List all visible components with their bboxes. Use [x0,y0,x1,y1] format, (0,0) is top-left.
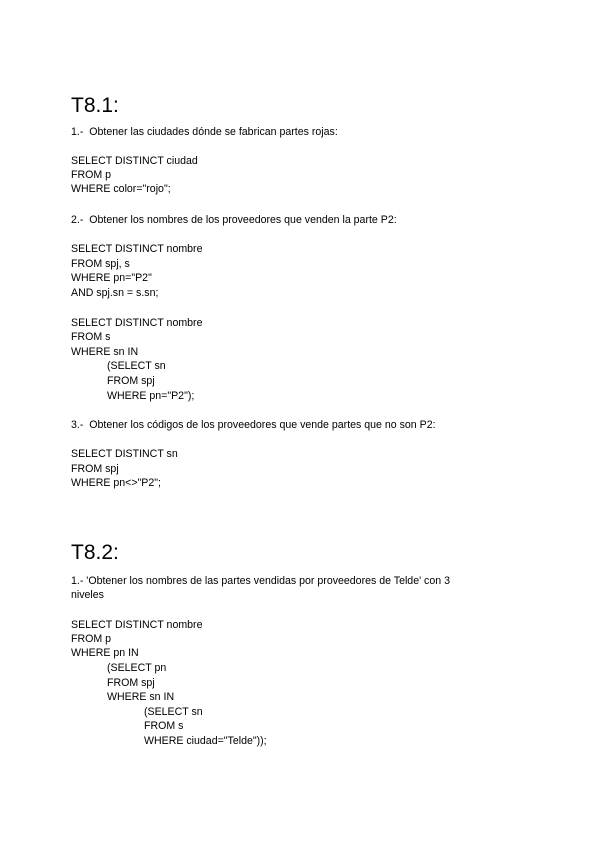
sql-line: (SELECT pn [107,662,167,674]
sql-line: SELECT DISTINCT ciudad [71,155,198,167]
sql-line: SELECT DISTINCT nombre [71,243,203,255]
sql-line: AND spj.sn = s.sn; [71,287,159,299]
sql-line: FROM s [144,720,184,732]
section-heading-t8-1: T8.1: [71,94,119,117]
sql-line: WHERE pn="P2" [71,272,152,284]
sql-line: SELECT DISTINCT sn [71,448,178,460]
sql-line: WHERE ciudad="Telde")); [144,735,267,747]
sql-line: FROM p [71,633,112,645]
sql-line: FROM s [71,331,111,343]
sql-line: WHERE sn IN [71,346,139,358]
sql-line: WHERE pn<>"P2"; [71,477,161,489]
question-2-prompt: 2.- Obtener los nombres de los proveedores que venden la parte P2: [71,214,397,226]
sql-line: WHERE pn="P2"); [107,390,195,402]
sql-line: WHERE pn IN [71,647,139,659]
sql-line: FROM spj, s [71,258,130,270]
sql-line: (SELECT sn [144,706,203,718]
sql-line: FROM spj [71,463,119,475]
question-1-prompt-line: niveles [71,589,104,601]
sql-line: FROM spj [107,375,155,387]
sql-line: FROM spj [107,677,155,689]
sql-line: SELECT DISTINCT nombre [71,619,203,631]
sql-line: (SELECT sn [107,360,166,372]
section-heading-t8-2: T8.2: [71,541,119,564]
sql-line: SELECT DISTINCT nombre [71,317,203,329]
sql-line: FROM p [71,169,112,181]
sql-line: WHERE sn IN [107,691,175,703]
sql-line: WHERE color="rojo"; [71,183,171,195]
question-1-prompt-line: 1.- 'Obtener los nombres de las partes vendidas por proveedores de Telde' con 3 [71,575,450,587]
question-1-prompt: 1.- Obtener las ciudades dónde se fabrican partes rojas: [71,126,338,138]
question-3-prompt: 3.- Obtener los códigos de los proveedores que vende partes que no son P2: [71,419,436,431]
